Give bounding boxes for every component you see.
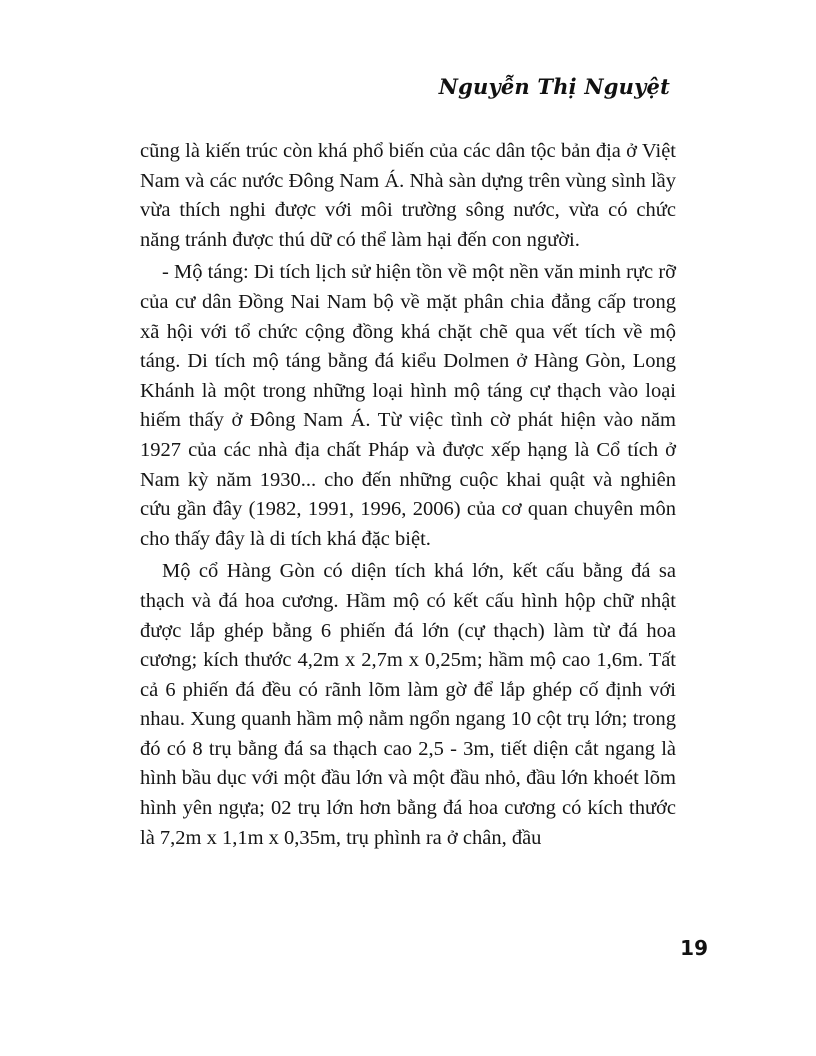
body-text — [140, 137, 676, 856]
paragraph-mo-co-hang-gon: Mộ cổ Hàng Gòn có diện tích khá lớn, kết cấu bằng đá sa thạch và đá hoa cương. Hầm mộ có kết cấu hình hộp chữ nhật được lắp ghép bằng 6 phiến đá lớn (cự thạch) làm từ đá hoa cương; kích thước 4,2m x 2,7m x 0,25m; hầm mộ cao 1,6m. Tất cả 6 phiến đá đều có rãnh lõm làm gờ để lắp ghép cố định với nhau. Xung quanh hầm mộ nằm ngổn ngang 10 cột trụ lớn; trong đó có 8 trụ bằng đá sa thạch cao 2,5 - 3m, tiết diện cắt ngang là hình bầu dục với một đầu lớn và một đầu nhỏ, đầu lớn khoét lõm hình yên ngựa; 02 trụ lớn hơn bằng đá hoa cương có kích thước là 7,2m x 1,1m x 0,35m, trụ phình ra ở chân, đầu — [140, 560, 676, 849]
paragraph-mo-tang: - Mộ táng: Di tích lịch sử hiện tồn về một nền văn minh rực rỡ của cư dân Đồng Nai Nam bộ về mặt phân chia đẳng cấp trong xã hội với tổ chức cộng đồng khá chặt chẽ qua vết tích về mộ táng. Di tích mộ táng bằng đá kiểu Dolmen ở Hàng Gòn, Long Khánh là một trong những loại hình mộ táng cự thạch vào loại hiếm thấy ở Đông Nam Á. Từ việc tình cờ phát hiện vào năm 1927 của các nhà địa chất Pháp và được xếp hạng là Cổ tích ở Nam kỳ năm 1930... cho đến những cuộc khai quật và nghiên cứu gần đây (1982, 1991, 1996, 2006) của cơ quan chuyên môn cho thấy đây là di tích khá đặc biệt. — [140, 261, 676, 550]
page-number: 19 — [680, 936, 708, 960]
paragraph-continuation: cũng là kiến trúc còn khá phổ biến của các dân tộc bản địa ở Việt Nam và các nước Đông Nam Á. Nhà sàn dựng trên vùng sình lầy vừa thích nghi được với môi trường sông nước, vừa có chức năng tránh được thú dữ có thể làm hại đến con người. — [140, 140, 676, 251]
running-header-author: Nguyễn Thị Nguyệt — [438, 74, 670, 99]
